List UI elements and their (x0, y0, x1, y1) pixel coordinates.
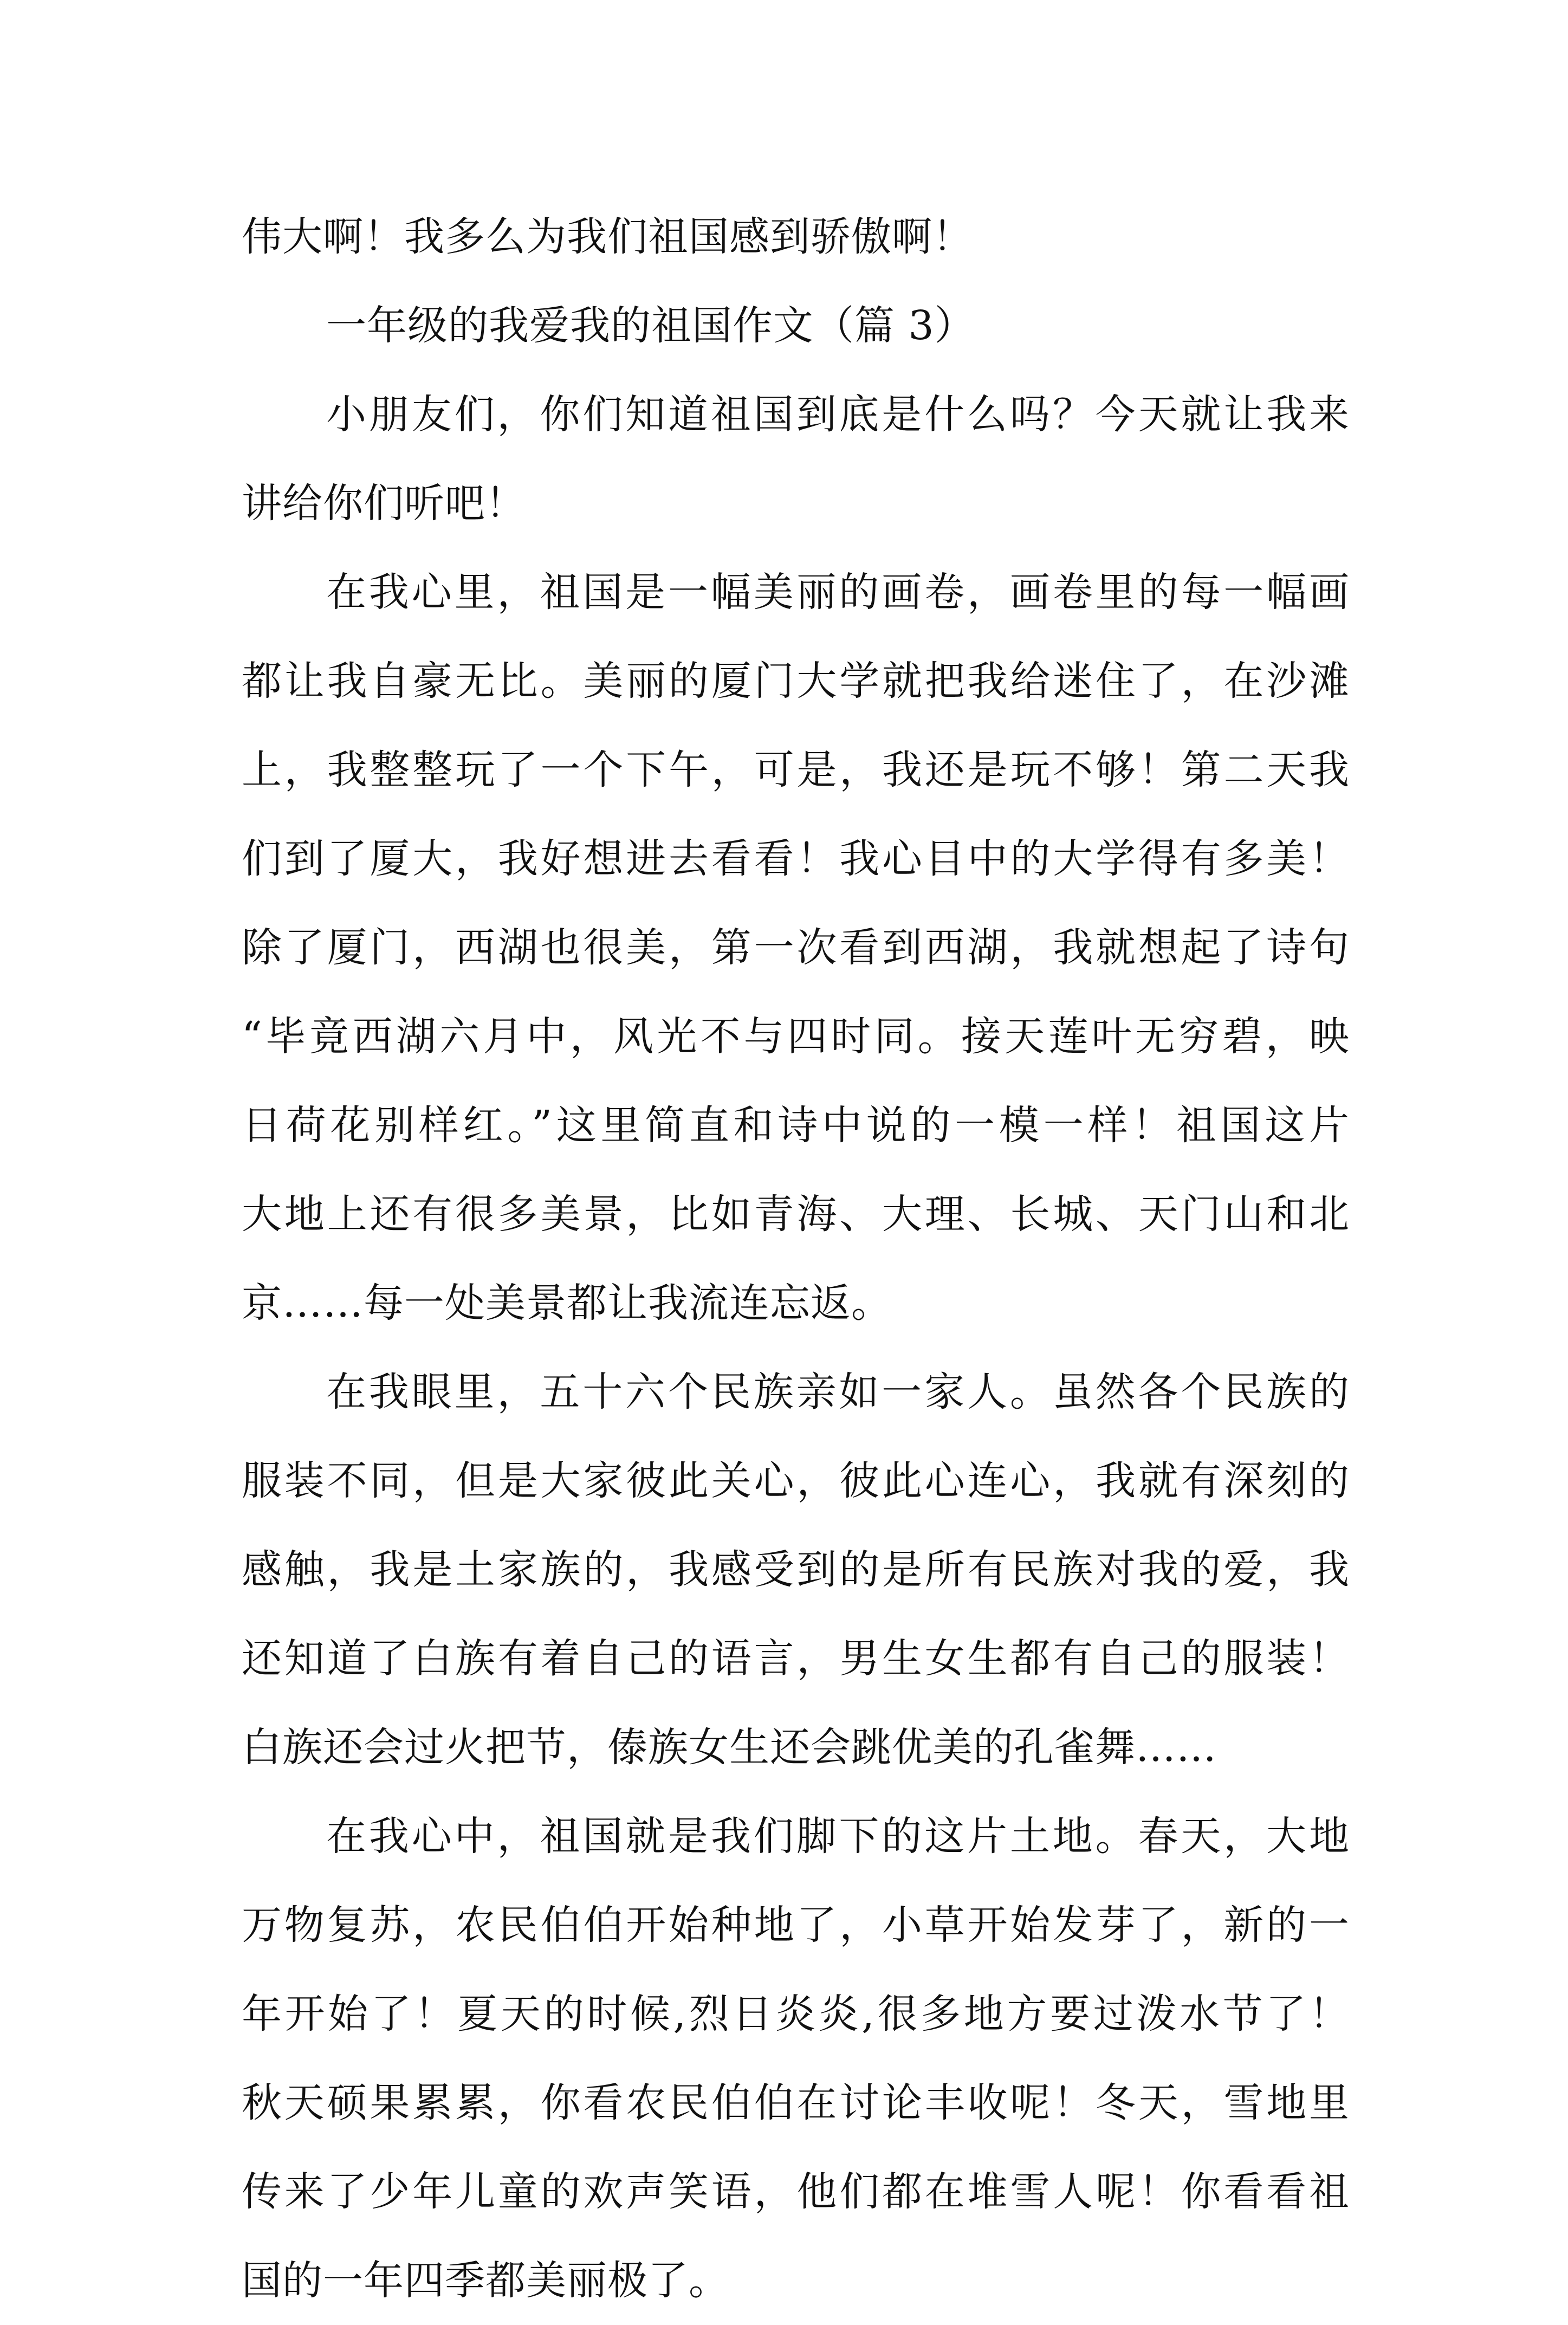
text-line: 感触，我是土家族的，我感受到的是所有民族对我的爱，我 (242, 1546, 1350, 1593)
text-line: 京……每一处美景都让我流连忘返。 (242, 1280, 892, 1326)
text-line: “毕竟西湖六月中，风光不与四时同。接天莲叶无穷碧，映 (242, 1013, 1350, 1060)
text-line: 在我眼里，五十六个民族亲如一家人。虽然各个民族的 (326, 1369, 1350, 1415)
text-line: 白族还会过火把节，傣族女生还会跳优美的孔雀舞…… (242, 1724, 1217, 1771)
text-line: 大地上还有很多美景，比如青海、大理、长城、天门山和北 (242, 1191, 1350, 1238)
text-line: 都让我自豪无比。美丽的厦门大学就把我给迷住了，在沙滩 (242, 658, 1350, 704)
text-line: 还知道了白族有着自己的语言，男生女生都有自己的服装！ (242, 1635, 1350, 1682)
text-line: 服装不同，但是大家彼此关心，彼此心连心，我就有深刻的 (242, 1458, 1350, 1504)
text-line: 秋天硕果累累，你看农民伯伯在讨论丰收呢！冬天，雪地里 (242, 2080, 1350, 2126)
text-line: 国的一年四季都美丽极了。 (242, 2257, 729, 2304)
text-line: 日荷花别样红。”这里简直和诗中说的一模一样！祖国这片 (242, 1102, 1350, 1149)
text-line: 万物复苏，农民伯伯开始种地了，小草开始发芽了，新的一 (242, 1902, 1350, 1948)
text-line: 在我心中，祖国就是我们脚下的这片土地。春天，大地 (326, 1813, 1350, 1860)
text-line: 一年级的我爱我的祖国作文（篇 3） (326, 302, 975, 349)
text-line: 年开始了！夏天的时候,烈日炎炎,很多地方要过泼水节了！ (242, 1991, 1350, 2037)
text-line: 小朋友们，你们知道祖国到底是什么吗？今天就让我来 (326, 391, 1350, 438)
text-line: 伟大啊！我多么为我们祖国感到骄傲啊！ (242, 213, 973, 260)
text-line: 讲给你们听吧！ (242, 480, 526, 527)
text-line: 上，我整整玩了一个下午，可是，我还是玩不够！第二天我 (242, 747, 1350, 793)
text-line: 在我心里，祖国是一幅美丽的画卷，画卷里的每一幅画 (326, 569, 1350, 616)
text-line: 除了厦门，西湖也很美，第一次看到西湖，我就想起了诗句 (242, 924, 1350, 971)
text-line: 传来了少年儿童的欢声笑语，他们都在堆雪人呢！你看看祖 (242, 2168, 1350, 2215)
text-line: 们到了厦大，我好想进去看看！我心目中的大学得有多美！ (242, 836, 1350, 882)
article-body (242, 192, 1350, 2325)
